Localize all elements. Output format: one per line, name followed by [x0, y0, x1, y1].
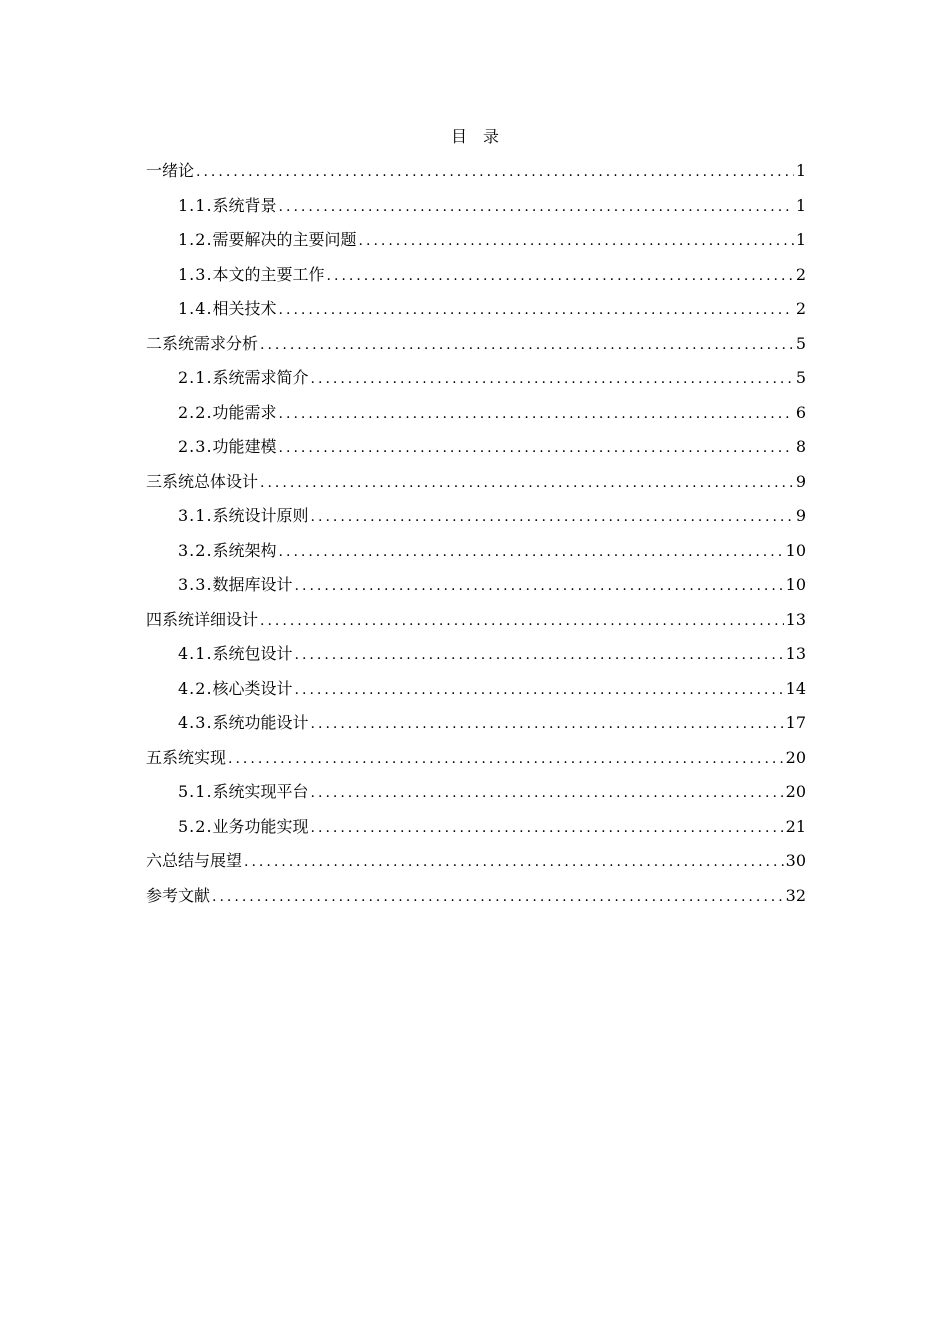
- toc-entry-title: 本文的主要工作: [212, 264, 325, 284]
- toc-leader-dots: [311, 782, 784, 804]
- toc-section-entry[interactable]: [146, 298, 806, 333]
- toc-entry-title: 系统功能设计: [212, 713, 309, 732]
- toc-entry-number: 3.3.: [178, 575, 213, 594]
- toc-entry-page: 1: [795, 161, 806, 180]
- toc-entry-page: 10: [785, 540, 806, 560]
- toc-entry-page: 20: [785, 747, 806, 767]
- toc-entry-number: 4.2.: [178, 678, 213, 698]
- toc-entry-page: 20: [785, 782, 806, 801]
- toc-entry-title: 系统设计原则: [212, 506, 309, 525]
- toc-entry-title: 系统详细设计: [162, 609, 259, 629]
- toc-entry-page: 32: [785, 885, 806, 905]
- toc-entry-title: 系统包设计: [212, 644, 293, 663]
- toc-section-entry[interactable]: [146, 402, 806, 437]
- toc-leader-dots: [295, 644, 784, 666]
- toc-leader-dots: [279, 196, 794, 218]
- toc-entry-title: 系统架构: [212, 540, 277, 560]
- toc-chapter-entry[interactable]: [146, 747, 806, 782]
- toc-leader-dots: [244, 851, 784, 873]
- toc-entry-title: 数据库设计: [212, 575, 293, 594]
- toc-entry-title: 绪论: [162, 161, 195, 180]
- toc-entry-page: 13: [785, 609, 806, 629]
- toc-list: [146, 160, 806, 919]
- toc-entry-number: 1.1.: [178, 195, 213, 215]
- toc-section-entry[interactable]: [146, 195, 806, 230]
- toc-entry-page: 9: [795, 506, 806, 525]
- toc-entry-title: 系统背景: [212, 195, 277, 215]
- toc-entry-page: 9: [795, 471, 806, 491]
- toc-entry-title: 总结与展望: [162, 851, 243, 870]
- toc-section-entry[interactable]: [146, 367, 806, 402]
- toc-entry-page: 21: [785, 816, 806, 836]
- toc-leader-dots: [260, 472, 794, 494]
- toc-leader-dots: [311, 506, 794, 528]
- toc-entry-number: 2.1.: [178, 368, 213, 387]
- toc-entry-page: 5: [795, 333, 806, 353]
- toc-entry-number: 一: [146, 161, 163, 180]
- toc-leader-dots: [212, 886, 784, 908]
- toc-leader-dots: [228, 748, 784, 770]
- toc-chapter-entry[interactable]: [146, 885, 806, 920]
- toc-entry-page: 2: [795, 299, 806, 318]
- toc-section-entry[interactable]: [146, 264, 806, 299]
- toc-chapter-entry[interactable]: [146, 609, 806, 644]
- toc-entry-number: 1.4.: [178, 299, 213, 318]
- toc-entry-number: 2.3.: [178, 437, 213, 456]
- toc-entry-page: 1: [795, 230, 806, 249]
- toc-entry-number: 5.1.: [178, 782, 213, 801]
- toc-entry-title: 功能建模: [212, 437, 277, 456]
- toc-entry-number: 五: [146, 747, 163, 767]
- toc-leader-dots: [295, 575, 784, 597]
- toc-section-entry[interactable]: [146, 436, 806, 471]
- toc-entry-page: 30: [785, 851, 806, 870]
- toc-entry-page: 10: [785, 575, 806, 594]
- toc-entry-page: 17: [785, 713, 806, 732]
- toc-entry-title: 系统需求分析: [162, 333, 259, 353]
- toc-entry-title: 系统总体设计: [162, 471, 259, 491]
- toc-entry-title: 相关技术: [212, 299, 277, 318]
- toc-section-entry[interactable]: [146, 678, 806, 713]
- toc-leader-dots: [196, 161, 794, 183]
- toc-entry-number: 4.1.: [178, 644, 213, 663]
- toc-leader-dots: [260, 334, 794, 356]
- toc-entry-number: 4.3.: [178, 713, 213, 732]
- toc-leader-dots: [279, 437, 794, 459]
- toc-chapter-entry[interactable]: [146, 850, 806, 885]
- toc-entry-page: 1: [795, 195, 806, 215]
- toc-entry-number: 3.1.: [178, 506, 213, 525]
- toc-entry-title: 参考文献: [146, 885, 211, 905]
- toc-entry-title: 核心类设计: [212, 678, 293, 698]
- toc-entry-page: 6: [795, 402, 806, 422]
- toc-leader-dots: [311, 713, 784, 735]
- toc-section-entry[interactable]: [146, 229, 806, 264]
- toc-entry-title: 系统实现: [162, 747, 227, 767]
- toc-section-entry[interactable]: [146, 643, 806, 678]
- toc-leader-dots: [311, 817, 784, 839]
- toc-leader-dots: [327, 265, 794, 287]
- toc-entry-page: 14: [785, 678, 806, 698]
- toc-chapter-entry[interactable]: [146, 160, 806, 195]
- toc-entry-number: 5.2.: [178, 816, 213, 836]
- toc-leader-dots: [279, 541, 784, 563]
- toc-section-entry[interactable]: [146, 505, 806, 540]
- toc-entry-page: 2: [795, 264, 806, 284]
- toc-section-entry[interactable]: [146, 540, 806, 575]
- toc-leader-dots: [311, 368, 794, 390]
- toc-entry-number: 六: [146, 851, 163, 870]
- toc-title-text: 目 录: [450, 127, 499, 146]
- toc-leader-dots: [359, 230, 794, 252]
- toc-entry-number: 四: [146, 609, 163, 629]
- toc-leader-dots: [279, 403, 794, 425]
- toc-leader-dots: [279, 299, 794, 321]
- toc-entry-page: 13: [785, 644, 806, 663]
- toc-section-entry[interactable]: [146, 781, 806, 816]
- toc-section-entry[interactable]: [146, 816, 806, 851]
- toc-entry-title: 系统需求简介: [212, 368, 309, 387]
- toc-entry-number: 1.2.: [178, 230, 213, 249]
- toc-leader-dots: [260, 610, 784, 632]
- toc-entry-number: 1.3.: [178, 264, 213, 284]
- toc-chapter-entry[interactable]: [146, 333, 806, 368]
- toc-entry-title: 业务功能实现: [212, 816, 309, 836]
- toc-title: [0, 126, 950, 148]
- toc-entry-page: 8: [795, 437, 806, 456]
- toc-section-entry[interactable]: [146, 574, 806, 609]
- toc-entry-number: 三: [146, 471, 163, 491]
- toc-leader-dots: [295, 679, 784, 701]
- toc-entry-title: 需要解决的主要问题: [212, 230, 357, 249]
- toc-entry-title: 功能需求: [212, 402, 277, 422]
- toc-section-entry[interactable]: [146, 712, 806, 747]
- toc-entry-number: 2.2.: [178, 402, 213, 422]
- toc-entry-number: 二: [146, 333, 163, 353]
- toc-entry-number: 3.2.: [178, 540, 213, 560]
- toc-entry-title: 系统实现平台: [212, 782, 309, 801]
- toc-chapter-entry[interactable]: [146, 471, 806, 506]
- toc-entry-page: 5: [795, 368, 806, 387]
